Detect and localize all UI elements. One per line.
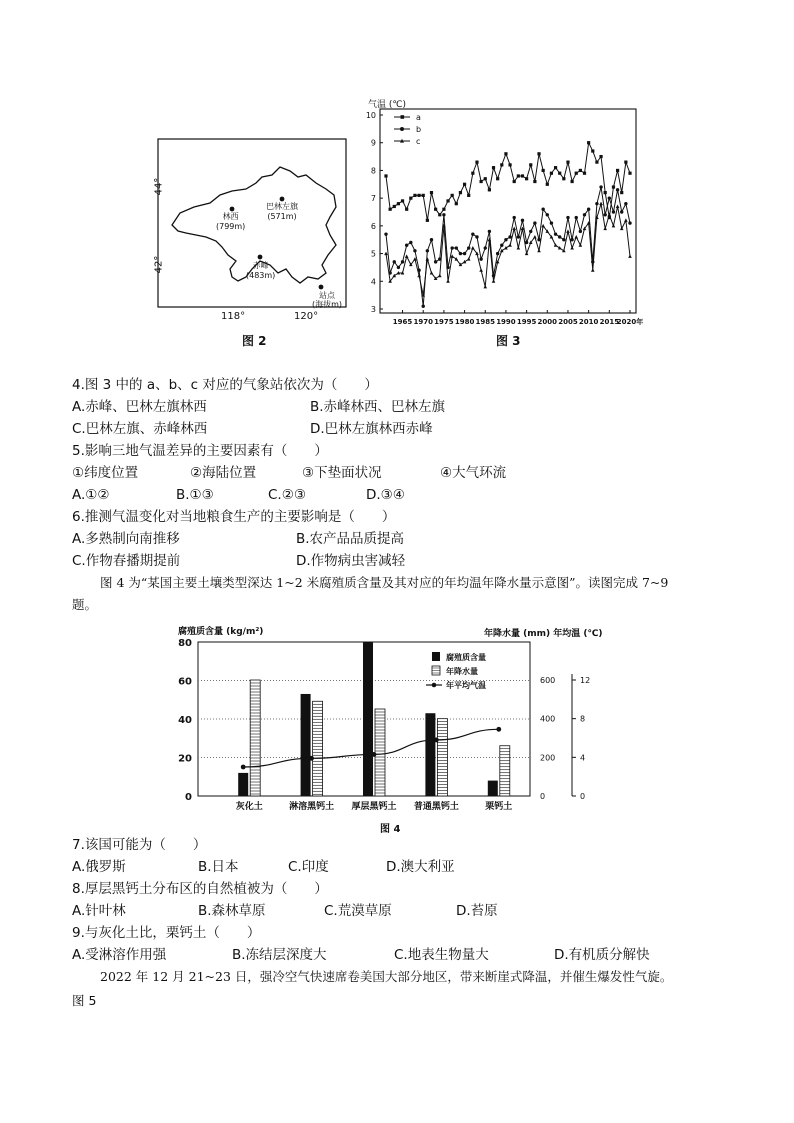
fig3-point-b (413, 249, 416, 252)
fig4-precip-tick-label: 600 (540, 676, 556, 685)
fig3-point-c (599, 202, 603, 206)
fig3-point-b (459, 252, 462, 255)
map-svg (150, 137, 350, 312)
lat-label-42: 42° (153, 255, 165, 274)
fig3-point-a (595, 161, 598, 164)
q5-item-3: ③下垫面状况 (302, 465, 382, 481)
fig4-precip-tick-label: 0 (540, 792, 546, 801)
fig3-point-a (620, 191, 623, 194)
fig3-point-a (612, 185, 615, 188)
fig3-point-c (608, 213, 612, 217)
fig3-point-c (541, 224, 545, 228)
fig3-point-b (430, 238, 433, 241)
fig3-point-a (463, 183, 466, 186)
fig4-caption: 图 4 (380, 824, 401, 835)
fig4-bar-precip-body (250, 680, 260, 796)
lon-label-118: 118° (221, 311, 246, 322)
q8-option-d[interactable]: D.苔原 (456, 903, 498, 919)
fig3-point-b (562, 238, 565, 241)
fig3-point-b (488, 230, 491, 233)
fig3-xtick-label: 1985 (475, 318, 495, 326)
fig3-point-b (570, 238, 573, 241)
fig3-point-a (616, 169, 619, 172)
q9-option-c[interactable]: C.地表生物量大 (394, 947, 489, 963)
question-4: 4.图 3 中的 a、b、c 对应的气象站依次为（ ） (72, 377, 378, 393)
map-legend: 站点 (海拔m) (312, 291, 343, 309)
fig4-temp-point (434, 738, 439, 743)
fig3-point-b (533, 221, 536, 224)
fig3-point-b (450, 246, 453, 249)
fig4-category-label: 淋溶黑钙土 (289, 802, 335, 812)
fig4-legend-temp-label: 年平均气温 (446, 681, 486, 690)
figure-3-chart (360, 95, 650, 330)
fig3-point-c (628, 254, 632, 257)
fig3-point-b (500, 244, 503, 247)
fig3-point-a (591, 149, 594, 152)
fig3-point-c (603, 227, 607, 231)
fig4-bar-precip (500, 746, 510, 796)
fig4-bar-precip-body (500, 746, 510, 796)
fig4-temp-tick-label: 4 (580, 753, 586, 763)
fig3-point-b (467, 246, 470, 249)
fig4-temp-tick-label: 12 (580, 676, 591, 685)
fig3-ylabel: 气温 (℃) (368, 100, 406, 110)
fig3-point-a (480, 180, 483, 183)
fig3-ytick-label: 4 (370, 277, 376, 287)
fig3-point-b (546, 213, 549, 216)
fig3-point-b (479, 257, 482, 260)
fig3-point-a (488, 188, 491, 191)
fig3-point-b (616, 188, 619, 191)
fig3-point-c (426, 257, 430, 261)
fig3-point-a (546, 183, 549, 186)
figure-4-chart (170, 624, 620, 834)
fig3-caption: 图 3 (496, 334, 521, 348)
q8-option-c[interactable]: C.荒漠草原 (324, 903, 392, 919)
fig3-point-a (604, 191, 607, 194)
fig3-point-a (513, 180, 516, 183)
fig3-point-a (566, 161, 569, 164)
fig3-xtick-label: 1970 (413, 318, 433, 326)
fig4-bar-precip (375, 709, 385, 796)
fig3-point-a (496, 177, 499, 180)
fig3-point-b (595, 202, 598, 205)
fig4-bar-precip (313, 701, 323, 796)
fig3-point-c (570, 246, 574, 250)
fig4-temp-point (372, 752, 377, 757)
fig3-point-c (438, 274, 442, 278)
fig3-point-c (624, 218, 628, 222)
question-9: 9.与灰化土比，栗钙土（ ） (72, 925, 261, 941)
fig3-point-a (529, 163, 532, 166)
fig3-point-a (537, 152, 540, 155)
q4-option-b[interactable]: B.赤峰林西、巴林左旗 (310, 399, 446, 415)
fig4-bar-humus (238, 773, 248, 796)
fig3-xtick-label: 1965 (392, 318, 413, 326)
fig3-point-c (483, 285, 487, 289)
fig3-point-a (484, 177, 487, 180)
fig3-point-b (475, 235, 478, 238)
fig4-category-label: 厚层黑钙土 (351, 802, 397, 812)
station-dot (280, 197, 285, 202)
fig3-point-c (492, 279, 496, 283)
fig3-point-a (508, 163, 511, 166)
fig3-point-a (471, 172, 474, 175)
fig3-point-a (517, 174, 520, 177)
lon-label-120: 120° (294, 311, 319, 322)
fig3-xtick-label: 1995 (516, 318, 537, 326)
fig3-point-b (620, 210, 623, 213)
fig3-point-b (575, 216, 578, 219)
fig3-point-c (612, 224, 616, 228)
fig3-point-c (533, 235, 537, 239)
station-label: 赤峰 (483m) (246, 261, 276, 280)
fig3-xtick-label: 2015 (599, 318, 620, 326)
fig3-point-a (550, 172, 553, 175)
fig3-point-b (558, 235, 561, 238)
q6-option-d[interactable]: D.作物病虫害减轻 (296, 553, 406, 569)
q7-option-b[interactable]: B.日本 (198, 859, 239, 875)
fig3-point-a (525, 177, 528, 180)
fig3-point-a (409, 197, 412, 200)
fig3-point-b (603, 213, 606, 216)
fig3-point-b (405, 244, 408, 247)
fig3-legend-marker (400, 127, 404, 131)
fig3-legend-label: a (416, 113, 421, 122)
q8-option-a[interactable]: A.针叶林 (72, 903, 126, 919)
fig3-point-c (525, 252, 529, 256)
fig3-point-c (517, 246, 521, 250)
fig3-point-a (554, 166, 557, 169)
fig3-point-a (583, 172, 586, 175)
fig3-point-b (599, 185, 602, 188)
q9-option-a[interactable]: A.受淋溶作用强 (72, 947, 167, 963)
fig3-point-b (434, 260, 437, 263)
fig3-point-c (574, 235, 578, 239)
fig3-point-a (504, 152, 507, 155)
fig3-point-a (562, 177, 565, 180)
fig4-legend-humus-label: 腐殖质含量 (446, 653, 486, 662)
fig3-point-b (442, 213, 445, 216)
fig3-point-c (512, 227, 516, 231)
fig3-point-a (628, 172, 631, 175)
fig4-left-tick-label: 0 (185, 792, 192, 803)
q5-option-a[interactable]: A.①② (72, 487, 110, 503)
fig3-xtick-label: 2020年 (616, 318, 644, 326)
fig3-point-c (591, 268, 595, 272)
fig3-point-a (446, 199, 449, 202)
q7-option-c[interactable]: C.印度 (288, 859, 329, 875)
fig4-bar-humus (488, 781, 498, 796)
fig3-xtick-label: 1990 (496, 318, 516, 326)
fig4-legend-precip-swatch (432, 666, 440, 675)
fig3-point-a (492, 166, 495, 169)
fig3-point-a (426, 219, 429, 222)
question-6: 6.推测气温变化对当地粮食生产的主要影响是（ ） (72, 509, 396, 525)
q9-option-d[interactable]: D.有机质分解快 (554, 947, 650, 963)
fig4-bar-precip (250, 680, 260, 796)
fig3-point-a (599, 155, 602, 158)
fig3-point-a (624, 161, 627, 164)
fig4-bar-humus (301, 694, 311, 796)
fig3-point-a (430, 191, 433, 194)
fig3-point-b (566, 216, 569, 219)
fig4-legend-temp-marker (432, 683, 437, 688)
fig4-category-label: 普通黑钙土 (413, 802, 459, 812)
fig4-left-tick-label: 20 (178, 753, 192, 765)
q5-item-1: ①纬度位置 (72, 465, 139, 481)
fig3-point-a (455, 202, 458, 205)
fig3-point-a (500, 163, 503, 166)
q9-option-b[interactable]: B.冻结层深度大 (232, 947, 327, 963)
fig3-point-b (608, 196, 611, 199)
figure-2-map (150, 137, 350, 322)
q6-option-b[interactable]: B.农产品品质提高 (296, 531, 405, 547)
fig4-category-label: 栗钙土 (485, 802, 513, 812)
fig2-caption: 图 2 (242, 334, 267, 348)
fig3-point-a (533, 180, 536, 183)
fig4-bar-precip-body (375, 709, 385, 796)
fig3-point-a (384, 174, 387, 177)
fig3-legend-marker (401, 115, 405, 119)
fig3-point-a (467, 194, 470, 197)
fig4-svg (170, 624, 620, 834)
fig3-point-c (446, 279, 450, 283)
fig3-point-b (541, 208, 544, 211)
fig4-legend-humus-swatch (432, 652, 440, 661)
fig3-xtick-label: 1975 (434, 318, 454, 326)
intro-fig4: 图 4 为“某国主要土壤类型深达 1~2 米腐殖质含量及其对应的年均温年降水量示意图”。读图完成 7~9 (100, 575, 669, 590)
fig3-xtick-label: 2005 (558, 318, 578, 326)
fig3-point-b (521, 219, 524, 222)
fig3-ytick-label: 7 (370, 194, 376, 204)
map-frame (158, 139, 346, 307)
legend-dot (319, 285, 324, 290)
fig3-point-a (521, 174, 524, 177)
q7-option-d[interactable]: D.澳大利亚 (386, 859, 455, 875)
fig3-point-a (438, 213, 441, 216)
fig3-point-a (587, 141, 590, 144)
question-8: 8.厚层黑钙土分布区的自然植被为（ ） (72, 881, 328, 897)
fig3-point-a (397, 202, 400, 205)
fig3-point-c (566, 229, 570, 233)
fig3-xtick-label: 2000 (537, 318, 558, 326)
fig3-point-b (513, 216, 516, 219)
q4-option-d[interactable]: D.巴林左旗林西赤峰 (310, 421, 433, 437)
fig3-series-a-line (386, 143, 630, 221)
fig3-legend-label: b (416, 125, 422, 134)
fig4-temp-tick-label: 8 (580, 714, 586, 724)
fig3-point-c (537, 249, 541, 253)
fig3-point-b (471, 232, 474, 235)
fig3-point-a (451, 194, 454, 197)
fig4-left-tick-label: 60 (178, 676, 192, 688)
fig4-left-label: 腐殖质含量 (kg/m²) (178, 627, 264, 637)
fig3-point-a (575, 172, 578, 175)
fig3-point-b (484, 246, 487, 249)
fig3-ytick-label: 6 (370, 221, 376, 231)
q5-option-c[interactable]: C.②③ (268, 487, 306, 503)
fig3-point-b (463, 252, 466, 255)
q4-option-c[interactable]: C.巴林左旗、赤峰林西 (72, 421, 208, 437)
fig3-point-a (401, 199, 404, 202)
intro-fig5: 2022 年 12 月 21~23 日，强冷空气快速席卷美国大部分地区，带来断崖式降温，并催生爆发性气旋。 (100, 969, 673, 984)
fig3-point-c (508, 243, 512, 247)
fig4-left-tick-label: 40 (178, 715, 192, 726)
fig3-point-b (508, 235, 511, 238)
fig3-point-a (417, 194, 420, 197)
fig4-legend-precip-label: 年降水量 (446, 667, 478, 676)
station-dot (230, 207, 235, 212)
fig3-point-b (554, 232, 557, 235)
fig3-ytick-label: 10 (365, 111, 376, 120)
fig4-right-label: 年降水量 (mm) 年均温 (℃) (484, 629, 603, 639)
intro-fig4-end: 题。 (72, 597, 98, 612)
fig4-temp-point (241, 765, 246, 770)
fig3-point-b (397, 266, 400, 269)
fig3-svg (360, 95, 650, 330)
fig3-point-b (624, 202, 627, 205)
fig3-point-c (616, 204, 620, 208)
q6-option-c[interactable]: C.作物春播期提前 (72, 553, 181, 569)
fig4-bar-humus (425, 713, 435, 796)
fig3-point-c (405, 254, 409, 257)
lat-label-44: 44° (153, 177, 165, 196)
fig4-left-tick-label: 80 (178, 638, 192, 649)
fig4-bar-precip (437, 719, 447, 796)
fig3-ytick-label: 9 (370, 138, 376, 148)
fig3-point-a (579, 169, 582, 172)
station-label: 巴林左旗 (571m) (266, 202, 298, 221)
fig4-precip-tick-label: 400 (540, 714, 556, 724)
fig4-temp-point (496, 727, 501, 732)
fig3-point-a (393, 205, 396, 208)
fig3-point-a (434, 208, 437, 211)
q5-option-b[interactable]: B.①③ (176, 487, 214, 503)
fig3-point-b (426, 249, 429, 252)
fig3-point-a (442, 208, 445, 211)
fig3-point-b (384, 232, 387, 235)
fig3-point-a (475, 161, 478, 164)
fig3-point-c (384, 252, 388, 256)
fig4-bar-precip-body (313, 701, 323, 796)
fig3-point-a (405, 208, 408, 211)
fig3-point-b (504, 238, 507, 241)
q8-option-b[interactable]: B.森林草原 (198, 903, 266, 919)
fig3-point-b (455, 246, 458, 249)
q6-option-a[interactable]: A.多熟制向南推移 (72, 531, 180, 547)
fig3-point-b (587, 208, 590, 211)
fig3-ytick-label: 5 (370, 249, 376, 259)
question-5: 5.影响三地气温差异的主要因素有（ ） (72, 443, 328, 459)
fig3-point-a (558, 172, 561, 175)
fig3-point-a (389, 208, 392, 211)
fig4-category-label: 灰化土 (235, 802, 263, 812)
fig4-precip-tick-label: 200 (540, 753, 556, 763)
fig3-point-b (496, 252, 499, 255)
fig3-point-a (459, 191, 462, 194)
fig5-label: 图 5 (72, 993, 97, 1008)
fig3-point-b (422, 305, 425, 308)
q7-option-a[interactable]: A.俄罗斯 (72, 859, 126, 875)
fig3-point-b (579, 230, 582, 233)
station-dot (258, 255, 263, 260)
station-label: 林西 (799m) (216, 212, 246, 231)
fig3-point-a (413, 194, 416, 197)
fig3-point-b (583, 213, 586, 216)
fig3-point-b (529, 230, 532, 233)
fig3-point-b (550, 221, 553, 224)
fig4-temp-point (309, 756, 314, 761)
fig3-point-b (517, 235, 520, 238)
fig3-point-a (542, 169, 545, 172)
fig3-point-c (471, 246, 475, 250)
q4-option-a[interactable]: A.赤峰、巴林左旗林西 (72, 399, 207, 415)
fig3-legend-label: c (416, 137, 421, 146)
q5-item-4: ④大气环流 (440, 465, 507, 481)
fig3-point-b (409, 241, 412, 244)
fig3-ytick-label: 8 (370, 166, 376, 176)
fig4-temp-tick-label: 0 (580, 792, 586, 801)
q5-option-d[interactable]: D.③④ (366, 487, 405, 503)
question-7: 7.该国可能为（ ） (72, 837, 207, 853)
fig3-point-c (479, 268, 483, 272)
fig3-ytick-label: 3 (370, 305, 376, 314)
fig3-point-b (393, 260, 396, 263)
fig3-point-b (628, 221, 631, 224)
fig3-point-c (467, 257, 471, 261)
fig3-point-c (430, 271, 434, 275)
fig3-point-c (417, 274, 421, 278)
fig3-point-b (401, 260, 404, 263)
fig3-xtick-label: 2010 (578, 318, 599, 326)
fig4-bar-humus (363, 642, 373, 796)
q5-item-2: ②海陆位置 (190, 465, 257, 481)
fig3-point-a (571, 180, 574, 183)
fig3-xtick-label: 1980 (454, 318, 475, 326)
fig3-point-a (422, 194, 425, 197)
fig3-point-b (612, 210, 615, 213)
